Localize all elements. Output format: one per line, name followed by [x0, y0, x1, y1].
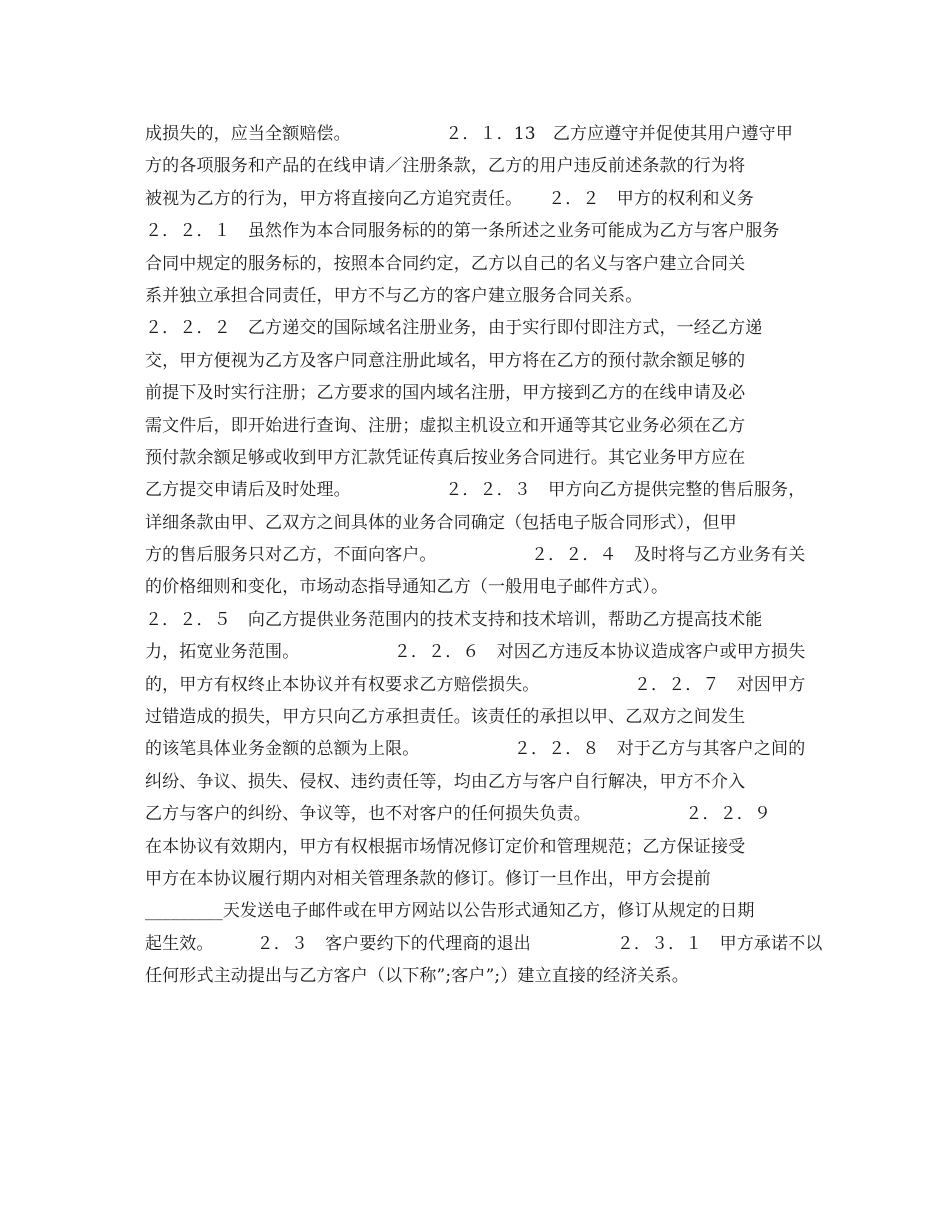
text-line: 被视为乙方的行为，甲方将直接向乙方追究责任。 ２．２ 甲方的权利和义务: [145, 188, 754, 209]
text-line: 起生效。 ２．３ 客户要约下的代理商的退出 ２．３．１ 甲方承诺不以: [145, 933, 823, 954]
text-line: _________天发送电子邮件或在甲方网站以公告形式通知乙方，修订从规定的日期: [145, 901, 755, 922]
text-line: 乙方与客户的纠纷、争议等，也不对客户的任何损失负责。 ２．２．９: [145, 804, 772, 825]
text-line: 前提下及时实行注册；乙方要求的国内域名注册，甲方接到乙方的在线申请及必: [145, 383, 746, 404]
text-line: 系并独立承担合同责任，甲方不与乙方的客户建立服务合同关系。: [145, 285, 643, 306]
text-line: ２．２．１ 虽然作为本合同服务标的的第一条所述之业务可能成为乙方与客户服务: [145, 221, 780, 242]
text-line: 乙方提交申请后及时处理。 ２．２．３ 甲方向乙方提供完整的售后服务，: [145, 480, 806, 501]
text-line: ２．２．５ 向乙方提供业务范围内的技术支持和技术培训，帮助乙方提高技术能: [145, 609, 763, 630]
text-line: 方的售后服务只对乙方，不面向客户。 ２．２．４ 及时将与乙方业务有关: [145, 545, 806, 566]
text-line: 详细条款由甲、乙双方之间具体的业务合同确定（包括电子版合同形式），但甲: [145, 512, 737, 533]
text-line: 甲方在本协议履行期内对相关管理条款的修订。修订一旦作出，甲方会提前: [145, 868, 711, 889]
text-line: 过错造成的损失，甲方只向乙方承担责任。该责任的承担以甲、乙双方之间发生: [145, 707, 746, 728]
text-line: 合同中规定的服务标的，按照本合同约定，乙方以自己的名义与客户建立合同关: [145, 253, 746, 274]
text-line: 纠纷、争议、损失、侵权、违约责任等，均由乙方与客户自行解决，甲方不介入: [145, 771, 746, 792]
text-line: 任何形式主动提出与乙方客户（以下称”;客户”;）建立直接的经济关系。: [145, 966, 689, 987]
text-line: ２．２．２ 乙方递交的国际域名注册业务，由于实行即付即注方式，一经乙方递: [145, 318, 763, 339]
text-line: 预付款余额足够或收到甲方汇款凭证传真后按业务合同进行。其它业务甲方应在: [145, 447, 746, 468]
contract-text-body: [145, 118, 825, 993]
text-line: 的，甲方有权终止本协议并有权要求乙方赔偿损失。 ２．２．７ 对因甲方: [145, 674, 806, 695]
text-line: 的价格细则和变化，市场动态指导通知乙方（一般用电子邮件方式）。: [145, 577, 669, 598]
text-line: 成损失的，应当全额赔偿。 ２．１．13 乙方应遵守并促使其用户遵守甲: [145, 124, 793, 144]
text-line: 方的各项服务和产品的在线申请／注册条款，乙方的用户违反前述条款的行为将: [145, 156, 746, 177]
text-line: 力，拓宽业务范围。 ２．２．６ 对因乙方违反本协议造成客户或甲方损失: [145, 642, 806, 663]
text-line: 交，甲方便视为乙方及客户同意注册此域名，甲方将在乙方的预付款余额足够的: [145, 350, 746, 371]
text-line: 需文件后，即开始进行查询、注册；虚拟主机设立和开通等其它业务必须在乙方: [145, 415, 746, 436]
text-line: 在本协议有效期内，甲方有权根据市场情况修订定价和管理规范；乙方保证接受: [145, 836, 746, 857]
text-line: 的该笔具体业务金额的总额为上限。 ２．２．８ 对于乙方与其客户之间的: [145, 739, 806, 760]
